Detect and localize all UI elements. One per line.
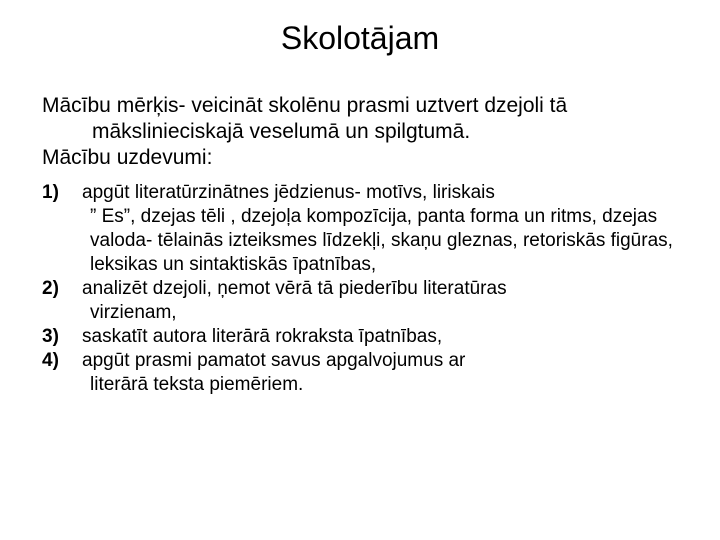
task-list bbox=[42, 181, 692, 397]
learning-goal bbox=[42, 93, 692, 145]
list-item bbox=[42, 349, 692, 397]
learning-goal-label: Mācību mērķis bbox=[42, 94, 179, 117]
learning-tasks-colon: : bbox=[206, 146, 213, 169]
learning-tasks-heading bbox=[42, 145, 692, 171]
learning-tasks-label: Mācību uzdevumi bbox=[42, 146, 207, 169]
list-item-continuation: virzienam, bbox=[90, 302, 177, 323]
list-item bbox=[42, 325, 692, 349]
list-item-first-line: apgūt literatūrzinātnes jēdzienus- motīvs, liriskais bbox=[82, 182, 495, 203]
slide-title: Skolotājam bbox=[280, 20, 440, 56]
list-item-first-line: saskatīt autora literārā rokraksta īpatnības, bbox=[82, 326, 443, 347]
list-item-first-line: analizēt dzejoli, ņemot vērā tā piederību literatūras bbox=[82, 278, 507, 299]
list-item-text bbox=[82, 277, 692, 325]
list-item-number: 4) bbox=[42, 350, 59, 371]
list-item-number: 2) bbox=[42, 278, 59, 299]
list-item bbox=[42, 181, 692, 277]
list-item-text bbox=[82, 181, 692, 277]
list-item-text bbox=[82, 349, 692, 397]
list-item-number: 1) bbox=[42, 182, 59, 203]
list-item-continuation: literārā teksta piemēriem. bbox=[90, 374, 304, 395]
slide-content bbox=[42, 93, 692, 397]
learning-goal-text: - veicināt skolēnu prasmi uztvert dzejoli tā mākslinieciskajā veselumā un spilgtumā. bbox=[92, 94, 568, 143]
list-item-continuation: ” Es”, dzejas tēli , dzejoļa kompozīcija, panta forma un ritms, dzejas valoda- tēlainās izteiksmes līdzekļi, skaņu gleznas, retoriskās figūras, leksikas un sintaktiskās īpatnības, bbox=[90, 206, 673, 275]
list-item-text bbox=[82, 325, 692, 349]
list-item bbox=[42, 277, 692, 325]
list-item-first-line: apgūt prasmi pamatot savus apgalvojumus ar bbox=[82, 350, 466, 371]
list-item-number: 3) bbox=[42, 326, 59, 347]
